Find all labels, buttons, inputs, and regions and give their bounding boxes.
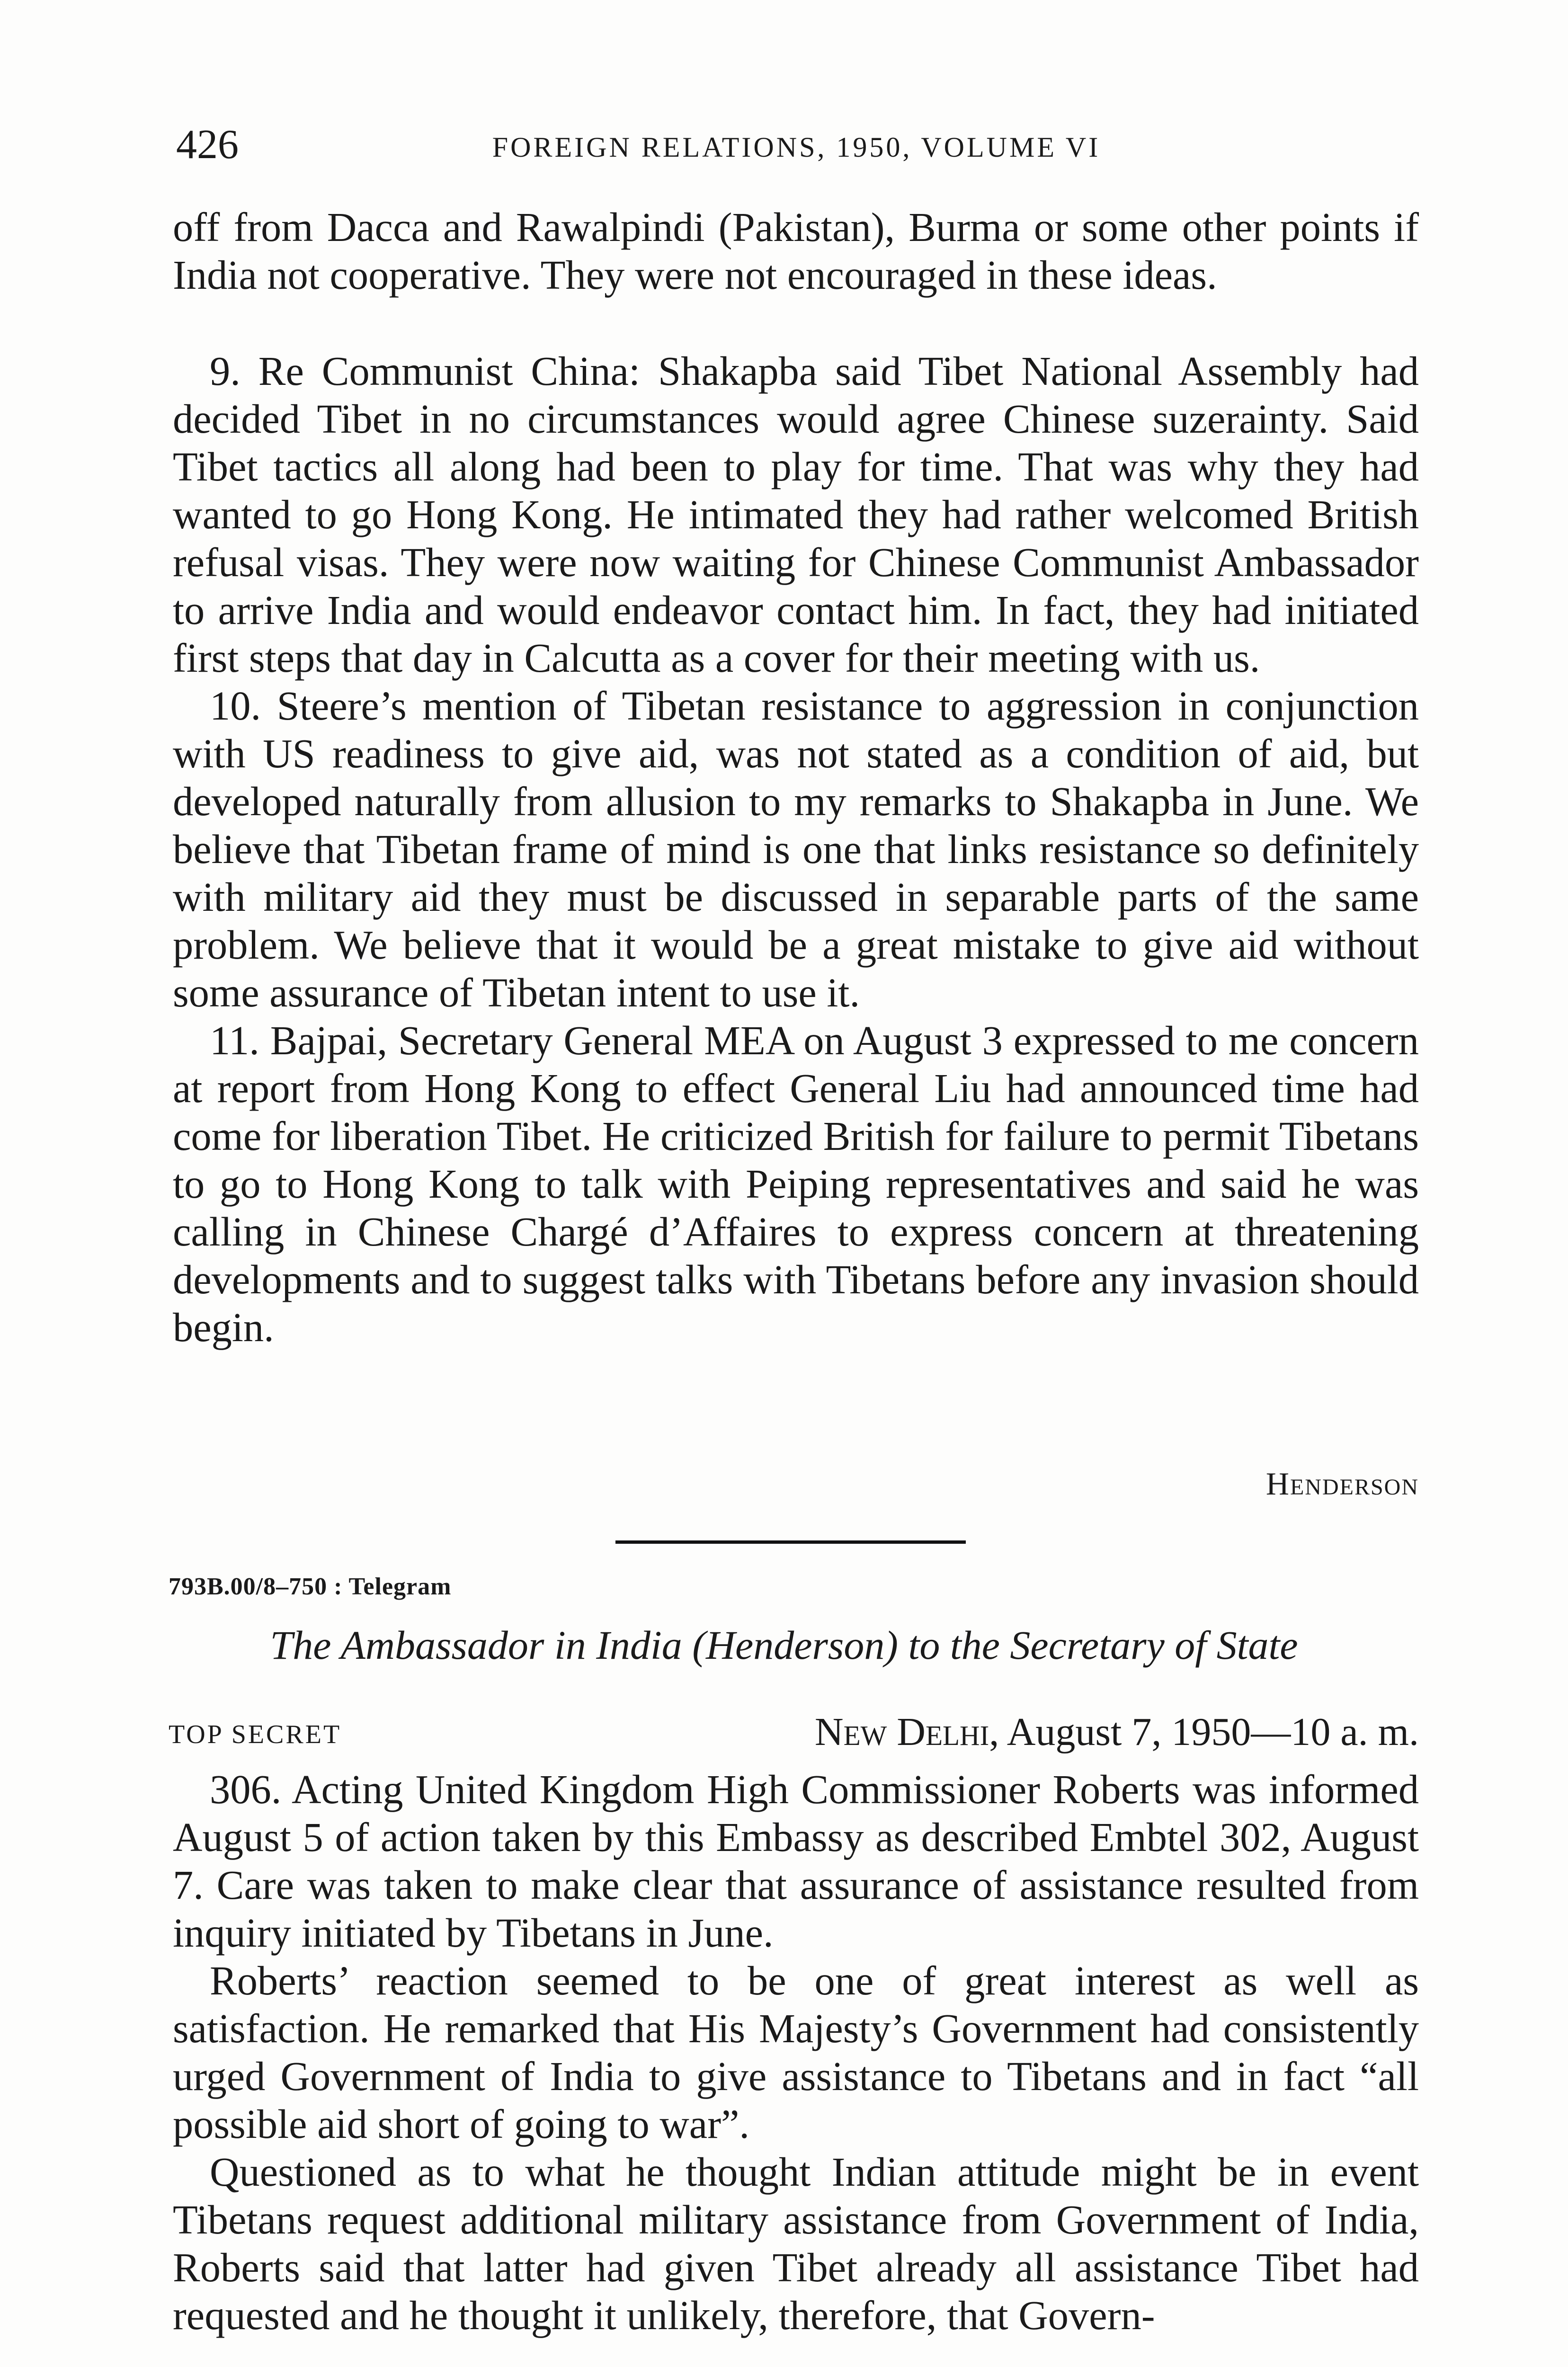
paragraph-9: 9. Re Communist China: Shakapba said Tibet National Assembly had decided Tibet in no circumstances would agree Chinese suzerainty. Said Tibet tactics all along had been to play for time. That was why they had wanted to go Hong Kong. He intimated they had rather welcomed British refusal visas. They were now waiting for Chinese Communist Ambassador to arrive India and would endeavor contact him. In fact, they had initiated first steps that day in Calcutta as a cover for their meeting with us.: [173, 348, 1419, 681]
page-number: 426: [176, 122, 239, 168]
signature: Henderson: [1265, 1466, 1419, 1502]
numbered-paragraphs: [173, 347, 1419, 1352]
section-divider: [615, 1540, 966, 1544]
continuation-paragraph: off from Dacca and Rawalpindi (Pakistan), Burma or some other points if India not cooperative. They were not encouraged in these ideas.: [173, 205, 1419, 298]
continued-text: [173, 204, 1419, 299]
telegram-paragraph-2: Roberts’ reaction seemed to be one of great interest as well as satisfaction. He remarked that His Majesty’s Government had consistently urged Government of India to give assistance to Tibetans and in fact “all possible aid short of going to war”.: [173, 1958, 1419, 2147]
classification: TOP SECRET: [169, 1720, 342, 1749]
dateline-place: New Delhi,: [814, 1710, 999, 1754]
paragraph-10: 10. Steere’s mention of Tibetan resistance to aggression in conjunction with US readiness to give aid, was not stated as a condition of aid, but developed naturally from allusion to my remarks to Shakapba in June. We believe that Tibetan frame of mind is one that links resistance so definitely with military aid they must be discussed in separable parts of the same problem. We believe that it would be a great mistake to give aid without some assurance of Tibetan intent to use it.: [173, 683, 1419, 1015]
telegram-paragraph-3: Questioned as to what he thought Indian attitude might be in event Tibetans request additional military assistance from Government of India, Roberts said that latter had given Tibet already all assistance Tibet had requested and he thought it unlikely, therefore, that Govern-: [173, 2149, 1419, 2338]
telegram-body: [173, 1766, 1419, 2340]
document-title: The Ambassador in India (Henderson) to the Secretary of State: [270, 1622, 1298, 1668]
running-title: FOREIGN RELATIONS, 1950, VOLUME VI: [492, 132, 1101, 163]
page-header: [176, 121, 1417, 178]
telegram-paragraph-1: 306. Acting United Kingdom High Commissioner Roberts was informed August 5 of action taken by this Embassy as described Embtel 302, August 7. Care was taken to make clear that assurance of assistance resulted from inquiry initiated by Tibetans in June.: [173, 1767, 1419, 1956]
dateline-date: August 7, 1950—10 a. m.: [1007, 1710, 1419, 1754]
paragraph-11: 11. Bajpai, Secretary General MEA on August 3 expressed to me concern at report from Hong Kong to effect General Liu had announced time had come for liberation Tibet. He criticized British for failure to permit Tibetans to go to Hong Kong to talk with Peiping representatives and said he was calling in Chinese Chargé d’Affaires to express concern at threatening developments and to suggest talks with Tibetans before any invasion should begin.: [173, 1018, 1419, 1350]
file-id: 793B.00/8–750 : Telegram: [169, 1573, 452, 1600]
dateline: [815, 1709, 1419, 1755]
